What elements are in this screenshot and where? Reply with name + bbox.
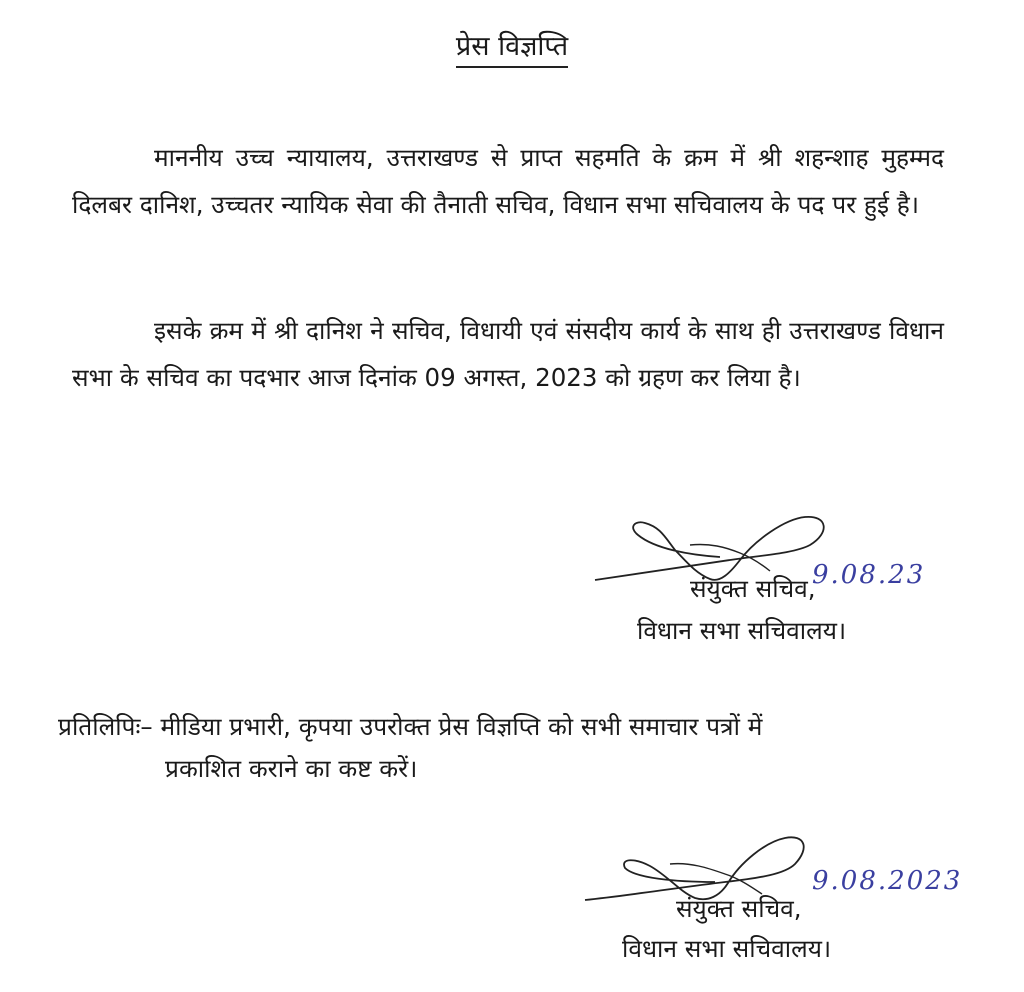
copy-text-line-1: मीडिया प्रभारी, कृपया उपरोक्त प्रेस विज्ञप्ति को सभी समाचार पत्रों में [160, 712, 763, 741]
title-text: प्रेस विज्ञप्ति [456, 31, 568, 68]
signature-2-office: विधान सभा सचिवालय। [622, 934, 832, 963]
signature-1-date: 9.08.23 [812, 560, 926, 590]
signature-1-designation: संयुक्त सचिव, [690, 574, 816, 603]
document-title [0, 26, 1024, 63]
signature-2-date: 9.08.2023 [812, 866, 963, 896]
copy-to-block [58, 706, 878, 783]
signature-2-designation: संयुक्त सचिव, [676, 894, 802, 923]
copy-label: प्रतिलिपिः– [58, 712, 153, 741]
copy-text-line-2: प्रकाशित कराने का कष्ट करें। [165, 754, 418, 783]
signature-1-office: विधान सभा सचिवालय। [637, 616, 847, 645]
paragraph-1: माननीय उच्च न्यायालय, उत्तराखण्ड से प्राप्त सहमति के क्रम में श्री शहन्शाह मुहम्मद दिलबर दानिश, उच्चतर न्यायिक सेवा की तैनाती सचिव, विधान सभा सचिवालय के पद पर हुई है। [72, 143, 944, 219]
paragraph-2: इसके क्रम में श्री दानिश ने सचिव, विधायी एवं संसदीय कार्य के साथ ही उत्तराखण्ड विधान सभा के सचिव का पदभार आज दिनांक 09 अगस्त, 2023 को ग्रहण कर लिया है। [72, 316, 944, 392]
